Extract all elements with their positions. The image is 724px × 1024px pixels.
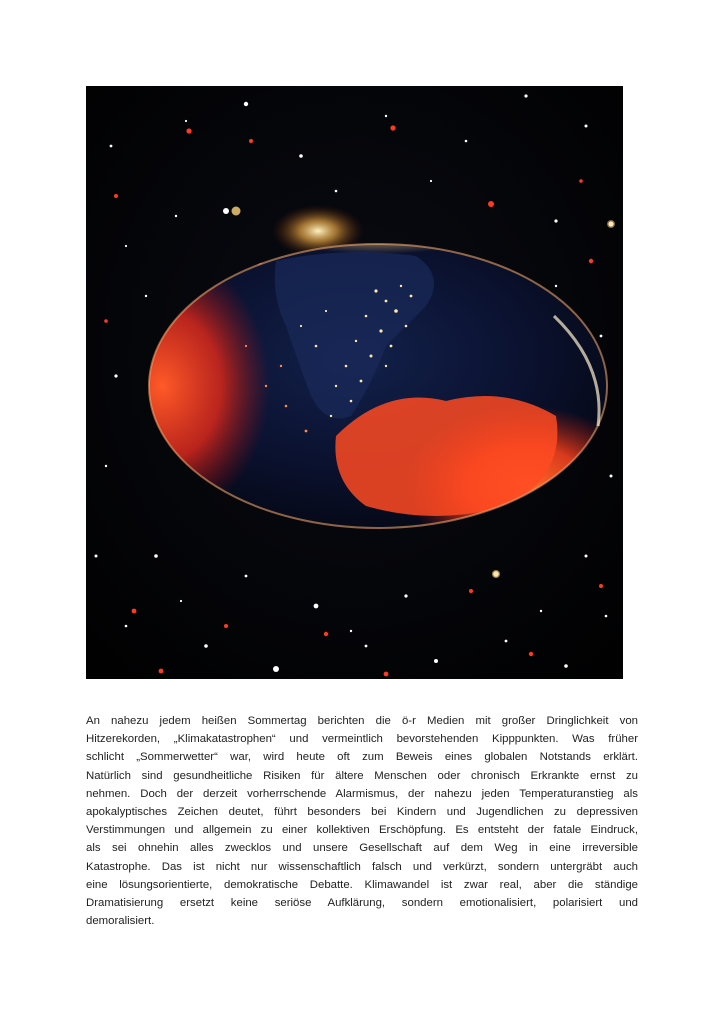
article-paragraph [86,712,638,930]
earth-icon [86,86,623,679]
paragraph-line: als sei ohnehin alles zwecklos und unsere Gesellschaft auf dem Weg in eine irreversible [86,842,638,855]
paragraph-line: Natürlich sind gesundheitliche Risiken für ältere Menschen oder chronisch Erkrankte ernst zu [86,769,638,782]
paragraph-line: eine lösungsorientierte, demokratische Debatte. Klimawandel ist zwar real, aber die ständige [86,878,638,891]
paragraph-line: nehmen. Doch der derzeit vorherrschende Alarmismus, der nahezu jeden Temperaturanstieg als [86,787,638,800]
earth-in-space-image [86,86,623,679]
paragraph-line: Verstimmungen und allgemein zu einer kollektiven Erschöpfung. Es entsteht der fatale Eindruck, [86,824,638,837]
paragraph-line: apokalyptisches Zeichen deutet, führt besonders bei Kindern und Jugendlichen zu depressiven [86,806,638,819]
paragraph-line: demoralisiert. [86,915,155,928]
paragraph-line: Dramatisierung ersetzt keine seriöse Aufklärung, sondern emotionalisiert, polarisiert und [86,897,638,910]
paragraph-line: An nahezu jedem heißen Sommertag berichten die ö-r Medien mit großer Dringlichkeit von [86,715,638,727]
paragraph-line: Katastrophe. Das ist nicht nur wissenschaftlich falsch und verkürzt, sondern untergräbt auch [86,860,638,873]
paragraph-line: schlicht „Sommerwetter“ war, wird heute oft zum Beweis eines globalen Notstands erklärt. [86,751,638,764]
paragraph-line: Hitzerekorden, „Klimakatastrophen“ und vermeintlich bevorstehenden Kipppunkten. Was früher [86,733,638,746]
